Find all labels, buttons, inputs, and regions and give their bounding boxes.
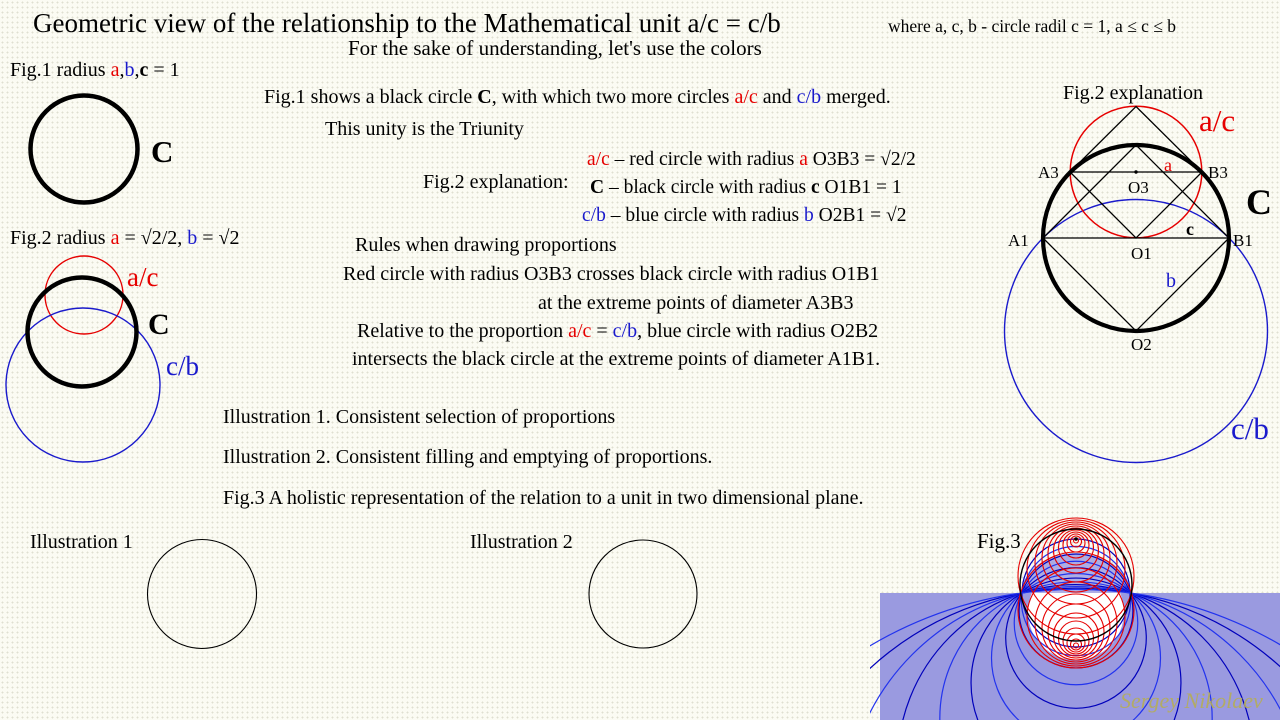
illustration1-label: Illustration 1 xyxy=(30,531,133,553)
text-segment: C xyxy=(477,86,492,108)
fig3-diagram xyxy=(870,515,1280,720)
text-segment: – black circle with radius xyxy=(604,177,811,198)
rightfig-label-B1: B1 xyxy=(1233,231,1253,250)
caption-fig3: Fig.3 A holistic representation of the relation to a unit in two dimensional plane. xyxy=(223,487,864,509)
rightfig-label-O2: O2 xyxy=(1131,335,1152,354)
text-segment: Fig.2 radius xyxy=(10,227,111,249)
text-segment: O3B3 = √2/2 xyxy=(807,149,916,170)
rightfig-label-c: c xyxy=(1186,219,1194,239)
text-segment: = √2/2, xyxy=(119,227,188,249)
text-segment: a xyxy=(110,59,120,81)
rightfig-label-ac: a/c xyxy=(1199,103,1236,138)
text-segment: Relative to the proportion xyxy=(357,320,569,342)
text-segment: merged. xyxy=(821,86,891,108)
text-segment: b xyxy=(187,227,198,249)
text-segment: , xyxy=(134,59,140,81)
fig2-left-red-circle xyxy=(45,256,123,334)
fig2-left-label-cb: c/b xyxy=(166,351,199,381)
text-segment: a xyxy=(799,149,808,170)
fig2-left-header xyxy=(10,227,240,250)
subtitle: For the sake of understanding, let's use the colors xyxy=(348,36,762,60)
rules-title: Rules when drawing proportions xyxy=(355,234,617,256)
text-segment: Fig.1 shows a black circle xyxy=(264,86,478,108)
illustration2-circle xyxy=(589,540,697,648)
text-segment: a xyxy=(110,227,120,249)
where-note: where a, c, b - circle radil c = 1, a ≤ c ≤ b xyxy=(888,16,1177,36)
text-segment: Fig.1 radius xyxy=(10,59,111,81)
fig1-header xyxy=(10,59,180,82)
fig2-left-diagram xyxy=(0,248,215,470)
fig2-left-label-C: C xyxy=(148,308,170,341)
text-segment: , xyxy=(119,59,125,81)
rightfig-label-cb: c/b xyxy=(1231,411,1269,446)
text-segment: = 1 xyxy=(148,59,180,81)
rightfig-label-b: b xyxy=(1166,270,1176,292)
text-segment: – blue circle with radius xyxy=(605,205,805,226)
text-segment: , with which two more circles xyxy=(491,86,735,108)
illustration1-diagram xyxy=(140,532,265,657)
rightfig-label-O3: O3 xyxy=(1128,178,1149,197)
page-title: Geometric view of the relationship to the Mathematical unit a/c = c/b xyxy=(33,8,781,38)
explanation-line-red xyxy=(587,149,916,171)
rules-line2: at the extreme points of diameter A3B3 xyxy=(538,292,854,314)
text-segment: = xyxy=(591,320,613,342)
illustration2-diagram xyxy=(580,532,705,657)
rightfig-label-C: C xyxy=(1246,182,1272,222)
fig2-explanation-label: Fig.2 explanation: xyxy=(423,171,569,193)
text-segment: b xyxy=(804,205,814,226)
fig1-circle-label: C xyxy=(151,134,174,169)
rules-line3 xyxy=(357,320,878,343)
rightfig-label-A1: A1 xyxy=(1008,231,1029,250)
fig2-left-black-circle xyxy=(28,278,137,387)
fig1-black-circle xyxy=(31,96,138,203)
text-segment: a/c xyxy=(734,86,758,108)
fig3-limit-point-dot xyxy=(1074,537,1078,541)
fig2-left-label-ac: a/c xyxy=(127,262,159,292)
rules-line1: Red circle with radius O3B3 crosses black circle with radius O1B1 xyxy=(343,263,880,285)
triunity-line: This unity is the Triunity xyxy=(325,118,524,140)
caption-illustration1: Illustration 1. Consistent selection of proportions xyxy=(223,406,616,428)
text-segment: a/c xyxy=(568,320,592,342)
text-segment: c xyxy=(139,59,149,81)
text-segment: c/b xyxy=(582,205,606,226)
fig2-explanation-diagram xyxy=(1000,80,1280,475)
text-segment: C xyxy=(590,177,605,198)
text-segment: c xyxy=(810,177,820,198)
fig1-diagram xyxy=(15,88,195,213)
fig3-label: Fig.3 xyxy=(977,529,1021,553)
caption-illustration2: Illustration 2. Consistent filling and emptying of proportions. xyxy=(223,446,713,468)
rightfig-label-A3: A3 xyxy=(1038,163,1059,182)
illustration1-circle xyxy=(148,540,257,649)
text-segment: O1B1 = 1 xyxy=(819,177,902,198)
rightfig-label-B3: B3 xyxy=(1208,163,1228,182)
text-segment: b xyxy=(124,59,135,81)
text-segment: O2B1 = √2 xyxy=(813,205,907,226)
rules-line4: intersects the black circle at the extreme points of diameter A1B1. xyxy=(352,348,881,370)
watermark: Sergey Nikolaev xyxy=(1120,688,1263,713)
illustration2-label: Illustration 2 xyxy=(470,531,573,553)
fig1-description xyxy=(264,86,891,109)
text-segment: and xyxy=(757,86,797,108)
text-segment: a/c xyxy=(587,149,610,170)
O3-center-dot xyxy=(1134,170,1137,173)
text-segment: c/b xyxy=(612,320,638,342)
text-segment: c/b xyxy=(796,86,822,108)
text-segment: – red circle with radius xyxy=(609,149,800,170)
rightfig-header: Fig.2 explanation xyxy=(1063,82,1203,104)
explanation-line-black xyxy=(590,177,902,199)
explanation-line-blue xyxy=(582,205,906,227)
rightfig-label-a: a xyxy=(1164,155,1172,175)
text-segment: = √2 xyxy=(197,227,240,249)
rightfig-label-O1: O1 xyxy=(1131,244,1152,263)
text-segment: , blue circle with radius O2B2 xyxy=(637,320,879,342)
